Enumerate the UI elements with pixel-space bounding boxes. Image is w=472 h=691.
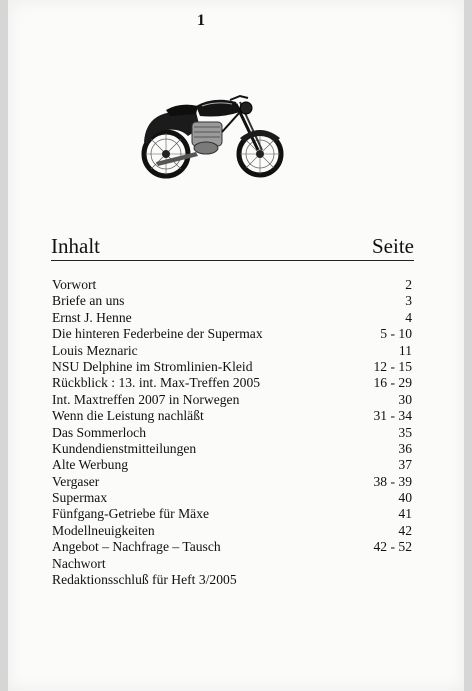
toc-heading xyxy=(51,236,414,261)
fuel-tank xyxy=(196,100,240,117)
toc-entry-title: Supermax xyxy=(52,490,108,506)
toc-row xyxy=(52,326,412,342)
toc-entry-title: Rückblick : 13. int. Max-Treffen 2005 xyxy=(52,375,261,391)
toc-entry-page: 35 xyxy=(398,424,412,440)
toc-entry-title: Briefe an uns xyxy=(52,293,125,309)
toc-entry-page: 38 - 39 xyxy=(373,473,412,489)
toc-entry-page: 42 xyxy=(398,522,412,538)
toc-entry-title: Louis Meznaric xyxy=(52,342,138,358)
toc-entry-page: 5 - 10 xyxy=(380,326,412,342)
toc-entry-page: 12 - 15 xyxy=(373,358,412,374)
toc-entry-page: 42 - 52 xyxy=(373,539,412,555)
toc-row xyxy=(52,490,412,506)
toc-entry-title: Die hinteren Federbeine der Supermax xyxy=(52,326,263,342)
toc-entry-page: 37 xyxy=(398,457,412,473)
headlight xyxy=(240,102,252,114)
toc-row xyxy=(52,359,412,375)
toc-row xyxy=(52,506,412,522)
toc-entry-page: 3 xyxy=(405,293,412,309)
toc-entry-title: Angebot – Nachfrage – Tausch xyxy=(52,539,221,555)
toc-entry-page: 2 xyxy=(405,277,412,292)
table-of-contents xyxy=(52,277,412,588)
toc-row xyxy=(52,539,412,555)
toc-entry-title: Ernst J. Henne xyxy=(52,309,132,325)
toc-row xyxy=(52,277,412,293)
toc-entry-title: Int. Maxtreffen 2007 in Norwegen xyxy=(52,391,240,407)
toc-entry-page: 41 xyxy=(398,506,412,522)
toc-entry-page: 30 xyxy=(398,391,412,407)
toc-row xyxy=(52,293,412,309)
toc-entry-page: 31 - 34 xyxy=(373,408,412,424)
toc-entry-page: 11 xyxy=(398,342,412,358)
toc-entry-page: 16 - 29 xyxy=(373,375,412,391)
toc-entry-page: 40 xyxy=(398,490,412,506)
toc-entry-title: Vorwort xyxy=(52,277,97,292)
toc-entry-title: Fünfgang-Getriebe für Mäxe xyxy=(52,506,210,522)
toc-row xyxy=(52,310,412,326)
toc-entry-title: Das Sommerloch xyxy=(52,424,147,440)
motorcycle-icon xyxy=(136,92,288,184)
toc-entry-title: NSU Delphine im Stromlinien-Kleid xyxy=(52,358,253,374)
toc-entry-title: Redaktionsschluß für Heft 3/2005 xyxy=(52,572,237,588)
toc-row xyxy=(52,457,412,473)
toc-row xyxy=(52,474,412,490)
toc-entry-page: 36 xyxy=(398,440,412,456)
toc-entry-title: Nachwort xyxy=(52,555,106,571)
toc-entry-title: Modellneuigkeiten xyxy=(52,522,155,538)
toc-row xyxy=(52,425,412,441)
toc-entry-title: Kundendienstmitteilungen xyxy=(52,440,197,456)
toc-row xyxy=(52,523,412,539)
toc-row xyxy=(52,556,412,572)
toc-row xyxy=(52,343,412,359)
toc-row xyxy=(52,408,412,424)
toc-entry-title: Alte Werbung xyxy=(52,457,129,473)
toc-row xyxy=(52,375,412,391)
toc-row xyxy=(52,572,412,588)
toc-row xyxy=(52,392,412,408)
toc-heading-page-label: Seite xyxy=(372,234,414,258)
toc-entry-title: Vergaser xyxy=(52,473,100,489)
page-number: 1 xyxy=(197,12,205,29)
toc-entry-title: Wenn die Leistung nachläßt xyxy=(52,408,204,424)
toc-heading-title: Inhalt xyxy=(51,234,100,258)
toc-entry-page: 4 xyxy=(405,309,412,325)
engine xyxy=(192,122,222,154)
toc-row xyxy=(52,441,412,457)
document-page xyxy=(8,0,464,691)
